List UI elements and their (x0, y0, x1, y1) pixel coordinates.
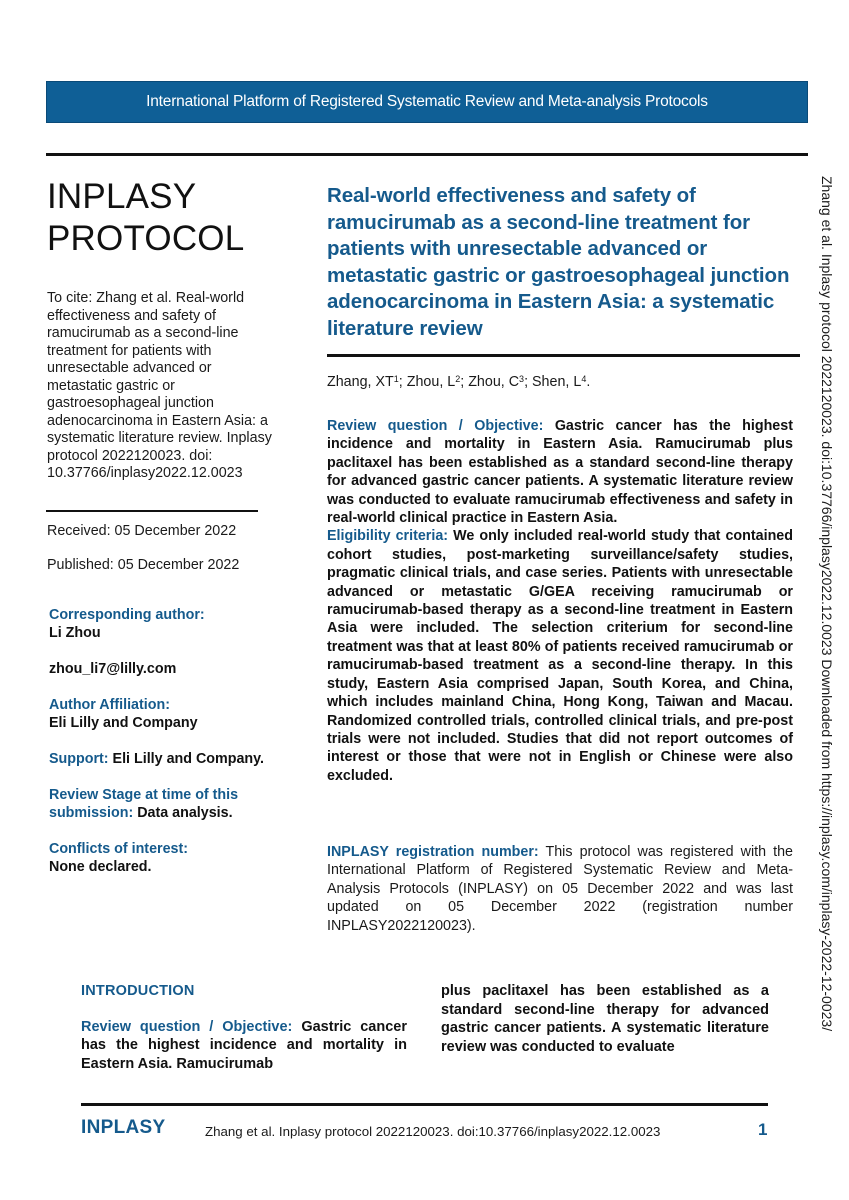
author: Zhou, C (468, 374, 520, 390)
eligibility-text: We only included real-world study that contained cohort studies, post-marketing surveillance/safety studies, pragmatic clinical trials, and case series. Patients with unresectable advanced or metastatic G/GEA receiving ramucirumab or ramucirumab-based therapy as a second-line treatment in Eastern Asia were included. The selection criterium for second-line treatment was that at least 80% of patients received ramucirumab or ramucirumab-based treatment as a second-line therapy. In this study, Eastern Asia comprised Japan, South Korea, and China, which includes mainland China, Hong Kong, Taiwan and Macau. Randomized controlled trials, controlled clinical trials, and pre-post trials were not included. Studies that did not report outcomes of interest or those that were not in English or Chinese were also excluded. (327, 528, 793, 784)
banner-text: International Platform of Registered Systematic Review and Meta-analysis Protocols (146, 93, 708, 110)
vertical-download-note: Zhang et al. Inplasy protocol 2022120023. doi:10.37766/inplasy2022.12.0023 Downloaded from https://inplasy.com/inplasy-2022-12-0023/ (819, 176, 835, 1032)
heading-line-2: PROTOCOL (47, 219, 245, 258)
objective-label: Review question / Objective: (327, 418, 544, 434)
footer-brand: INPLASY (81, 1117, 166, 1138)
review-stage-value: Data analysis. (137, 805, 233, 821)
affiliation-label: Author Affiliation: (49, 697, 170, 713)
author: Zhang, XT (327, 374, 394, 390)
intro-col1-text: Gastric cancer has the highest incidence and mortality in Eastern Asia. Ramucirumab (81, 1018, 408, 1072)
author: Zhou, L (406, 374, 456, 390)
corresponding-author-name: Li Zhou (49, 625, 101, 641)
objective-text: Gastric cancer has the highest incidence and mortality in Eastern Asia. Ramucirumab plus paclitaxel has been established as a standard second-line therapy for advanced gastric cancer patients. A systematic literature review was conducted to evaluate ramucirumab effectiveness and safety in real-world clinical practice in Eastern Asia. (327, 418, 793, 527)
registration-label: INPLASY registration number: (327, 844, 539, 860)
footer-divider (81, 1103, 768, 1106)
support-label: Support: (49, 751, 109, 767)
article-title: Real-world effectiveness and safety of ramucirumab as a second-line treatment for patients with unresectable advanced or metastatic gastric or gastroesophageal junction adenocarcinoma in Eastern Asia: a systematic literature review (327, 184, 790, 340)
introduction-paragraph (81, 1018, 407, 1074)
footer-citation: Zhang et al. Inplasy protocol 2022120023. doi:10.37766/inplasy2022.12.0023 (205, 1124, 661, 1139)
author-affiliation-number: 4 (581, 374, 587, 384)
introduction-column-1 (81, 982, 407, 1073)
author: Shen, L (532, 374, 582, 390)
registration-paragraph (327, 843, 793, 935)
platform-banner (46, 81, 808, 123)
right-column (327, 183, 793, 342)
author-affiliation-number: 3 (519, 374, 525, 384)
citation-text: To cite: Zhang et al. Real-world effectiveness and safety of ramucirumab as a second-line treatment for patients with unresectable advanced or metastatic gastric or gastroesophageal junction adenocarcinoma in Eastern Asia: a systematic literature review. Inplasy protocol 2022120023. doi: 10.37766/inplasy2022.12.0023 (47, 290, 272, 481)
affiliation-value: Eli Lilly and Company (49, 715, 198, 731)
introduction-heading: INTRODUCTION (81, 983, 195, 999)
author-list: Zhang, $XT^1$; Zhou, $L^2$; Zhou, $C^3$; Shen, $L^4$. (327, 374, 591, 390)
support-block (49, 750, 279, 768)
author-affiliation-number: 1 (393, 374, 399, 384)
eligibility-label: Eligibility criteria: (327, 528, 449, 545)
eligibility-paragraph (327, 527, 793, 785)
title-divider (327, 354, 800, 357)
conflicts-value: None declared. (49, 859, 152, 875)
intro-objective-label: Review question / Objective: (81, 1018, 293, 1035)
review-stage-label: Review Stage at time of this submission: (49, 787, 239, 821)
abstract (327, 417, 793, 785)
left-divider (46, 510, 258, 512)
support-value: Eli Lilly and Company. (112, 751, 265, 767)
published-date: Published: 05 December 2022 (47, 557, 240, 573)
registration-text: This protocol was registered with the International Platform of Registered Systematic Review and Meta-Analysis Protocols (INPLASY) on 05 December 2022 and was last updated on 05 December 2022 (registration number INPLASY2022120023). (327, 844, 794, 934)
affiliation-block (49, 696, 279, 732)
corresponding-author-label: Corresponding author: (49, 607, 205, 623)
heading-line-1: INPLASY (47, 177, 197, 216)
objective-paragraph (327, 417, 793, 527)
conflicts-label: Conflicts of interest: (49, 841, 189, 857)
author-affiliation-number: 2 (455, 374, 461, 384)
review-stage-block (49, 786, 279, 822)
dates-block (47, 523, 239, 591)
top-divider (46, 153, 808, 156)
corresponding-author-block (49, 606, 279, 678)
page-number: 1 (758, 1120, 768, 1139)
left-column (47, 176, 273, 483)
protocol-heading (47, 176, 273, 260)
intro-col2-text: plus paclitaxel has been established as a standard second-line therapy for advanced gastric cancer patients. A systematic literature review was conducted to evaluate (441, 983, 769, 1055)
conflicts-block (49, 840, 279, 876)
author-email-link[interactable]: zhou_li7@lilly.com (49, 661, 177, 677)
received-date: Received: 05 December 2022 (47, 523, 237, 539)
meta-block (49, 606, 279, 894)
introduction-column-2 (441, 982, 769, 1056)
